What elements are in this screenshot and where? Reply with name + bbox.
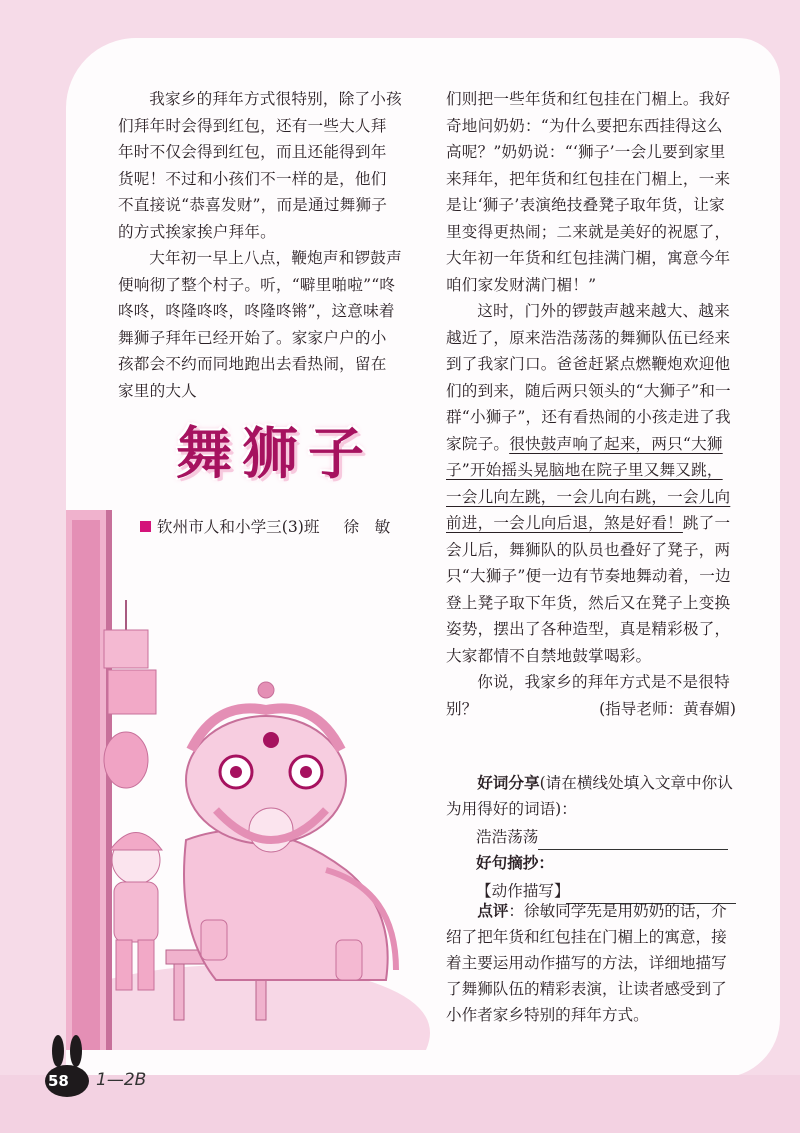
paragraph: 你说，我家乡的拜年方式是不是很特别？ bbox=[446, 673, 730, 718]
article-title: 舞狮子 bbox=[176, 422, 374, 487]
paragraph-text: 这时，门外的锣鼓声越来越大、越来越近了，原来浩浩荡荡的舞狮队伍已经来到了我家门口。爸爸赶紧点燃鞭炮欢迎他们的到来，随后两只领头的“大狮子”和一群“小狮子”，还有看热闹的小孩走进了我家院子。 bbox=[446, 302, 731, 453]
paragraph-text: 跳了一会儿后，舞狮队的队员也叠好了凳子，两只“大狮子”便一边有节奏地舞动着，一边登上凳子取下年货，然后又在凳子上变换姿势，摆出了各种造型，真是精彩极了，大家都情不自禁地鼓掌喝彩。 bbox=[446, 514, 731, 665]
byline-author: 徐 敏 bbox=[343, 518, 391, 536]
page-number: 58 bbox=[48, 1072, 69, 1090]
teacher-note: (指导老师：黄春媚) bbox=[599, 700, 736, 718]
action-description-label: 【动作描写】 bbox=[476, 882, 570, 900]
good-sentence-label: 好句摘抄： bbox=[476, 853, 554, 872]
issue-code: 1—2B bbox=[96, 1070, 147, 1090]
gift-box-icon bbox=[104, 630, 148, 668]
good-words-instruction: (请在横线处填入文章中你认为用得好的词语)： bbox=[446, 774, 733, 818]
underlined-sentence: 很快鼓声响了起来，两只“大狮子”开始摇头晃脑地在院子里又舞又跳，一会儿向左跳，一会儿向右跳，一会儿向前进，一会儿向后退，煞是好看！ bbox=[446, 434, 731, 532]
answer-line[interactable] bbox=[538, 829, 728, 850]
paragraph: 们则把一些年货和红包挂在门楣上。我好奇地问奶奶：“为什么要把东西挂得这么高呢？”奶奶说：“‘狮子’一会儿要到家里来拜年，把年货和红包挂在门楣上，一来是让‘狮子’表演绝技叠凳子取年货，让家里变得更热闹；二来就是美好的祝愿了，大年初一年货和红包挂满门楣，寓意今年咱们家发财满门楣！” bbox=[446, 90, 731, 294]
paragraph: 大年初一早上八点，鞭炮声和锣鼓声便响彻了整个村子。听，“噼里啪啦”“咚咚咚，咚隆咚咚，咚隆咚锵”，这意味着舞狮子拜年已经开始了。家家户户的小孩都会不约而同地跑出去看热闹，留在家里的大人 bbox=[118, 249, 402, 400]
red-packet-icon bbox=[104, 732, 148, 788]
comment-label: 点评 bbox=[477, 901, 509, 920]
good-word: 浩浩荡荡 bbox=[476, 828, 539, 846]
good-words-section bbox=[446, 770, 736, 904]
good-words-label: 好词分享 bbox=[477, 773, 540, 792]
comment-text: ：徐敏同学先是用奶奶的话，介绍了把年货和红包挂在门楣上的寓意，接着主要运用动作描写的方法，详细地描写了舞狮队伍的精彩表演，让读者感受到了小作者家乡特别的拜年方式。 bbox=[446, 902, 727, 1024]
left-column bbox=[118, 86, 402, 404]
paragraph: 我家乡的拜年方式很特别，除了小孩们拜年时会得到红包，还有一些大人拜年时不仅会得到红包，而且还能得到年货呢！不过和小孩们不一样的是，他们不直接说“恭喜发财”，而是通过舞狮子的方式挨家挨户拜年。 bbox=[118, 90, 402, 241]
right-column bbox=[446, 86, 736, 722]
comment-section bbox=[446, 898, 736, 1028]
dancer-face bbox=[249, 808, 293, 852]
byline-school: 钦州市人和小学三(3)班 bbox=[157, 518, 320, 536]
lion-dance-illustration bbox=[66, 510, 446, 1050]
paragraph bbox=[446, 298, 736, 669]
